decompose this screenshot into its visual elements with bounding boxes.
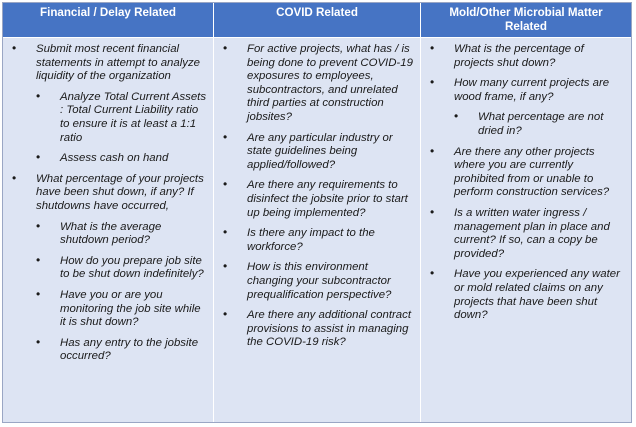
bullet-icon: • [36,252,41,267]
column-covid [214,37,420,422]
bullet-icon: • [223,41,228,55]
list-item-text: Have you experienced any water or mold related claims on any projects that have been shut down? [454,268,620,322]
list-item-text: What percentage are not dried in? [478,111,604,137]
list-item [421,143,631,200]
list-item-text: Is there any impact to the workforce? [247,227,375,253]
bullet-icon: • [223,307,228,322]
list-item [421,204,631,261]
sub-list-item [3,286,213,330]
bullet-icon: • [223,225,228,240]
bullet-icon: • [454,109,459,124]
list-item [214,179,420,220]
bullet-icon: • [430,143,435,158]
list-item-text: Submit most recent financial statements in attempt to analyze liquidity of the organization [36,43,200,83]
list-item [421,43,631,70]
header-financial-delay: Financial / Delay Related [3,3,213,37]
sub-list-item [3,252,213,282]
bullet-icon: • [223,129,228,144]
financial-delay-list [3,37,213,364]
sub-list-item [3,152,213,166]
mold-microbial-list [421,37,631,323]
list-item-text: Are there any additional contract provisions to assist in managing the COVID-19 risk? [247,309,411,349]
bullet-icon: • [36,286,41,301]
bullet-icon: • [12,170,17,185]
list-item-text: How is this environment changing your subcontractor prequalification perspective? [247,261,392,301]
list-item [214,43,420,125]
list-item-text: Analyze Total Current Assets : Total Current Liability ratio to ensure it is at least a 1:1 ratio [60,90,207,144]
list-item [214,227,420,254]
list-item [214,261,420,302]
bullet-icon: • [430,266,435,281]
list-item-text: How do you prepare job site to be shut down indefinitely? [60,254,204,281]
list-item [421,268,631,322]
list-item-text: Is a written water ingress / management plan in place and current? If so, can a copy be provided? [454,206,610,260]
sub-list-item [421,111,631,138]
list-item [214,129,420,173]
covid-list [214,37,420,350]
bullet-icon: • [430,41,435,55]
column-mold-microbial [421,37,631,422]
list-item-text: Has any entry to the jobsite occurred? [60,336,199,363]
list-item-text: Assess cash on hand [60,152,169,165]
column-financial-delay [3,37,213,422]
sub-list-item [3,88,213,145]
header-covid: COVID Related [214,3,420,37]
list-item [3,43,213,84]
list-item-text: For active projects, what has / is being done to prevent COVID-19 exposures to employees, subcontractors, and unrelated third parties at construction jobsites? [247,43,413,123]
list-item-text: Are any particular industry or state guidelines being applied/followed? [247,131,393,171]
list-item [421,77,631,104]
list-item-text: How many current projects are wood frame, if any? [454,77,610,103]
list-item-text: What percentage of your projects have been shut down, if any? If shutdowns have occurred, [36,172,204,212]
header-mold-microbial: Mold/Other Microbial Matter Related [421,3,631,37]
bullet-icon: • [36,218,41,233]
bullet-icon: • [36,150,41,165]
list-item-text: Are there any other projects where you are currently prohibited from or unable to perform construction services? [454,145,610,199]
list-item [214,309,420,350]
sub-list-item [3,334,213,364]
list-item [3,170,213,214]
risk-questions-table [2,2,632,423]
bullet-icon: • [223,177,228,192]
bullet-icon: • [223,259,228,274]
list-item-text: What is the average shutdown period? [60,220,162,247]
bullet-icon: • [36,334,41,349]
list-item-text: Have you or are you monitoring the job site while it is shut down? [60,288,201,329]
list-item-text: Are there any requirements to disinfect the jobsite prior to start up being implemented? [247,179,408,219]
bullet-icon: • [430,75,435,90]
bullet-icon: • [12,41,17,55]
bullet-icon: • [36,88,41,103]
sub-list-item [3,218,213,248]
list-item-text: What is the percentage of projects shut down? [454,43,584,69]
bullet-icon: • [430,204,435,219]
